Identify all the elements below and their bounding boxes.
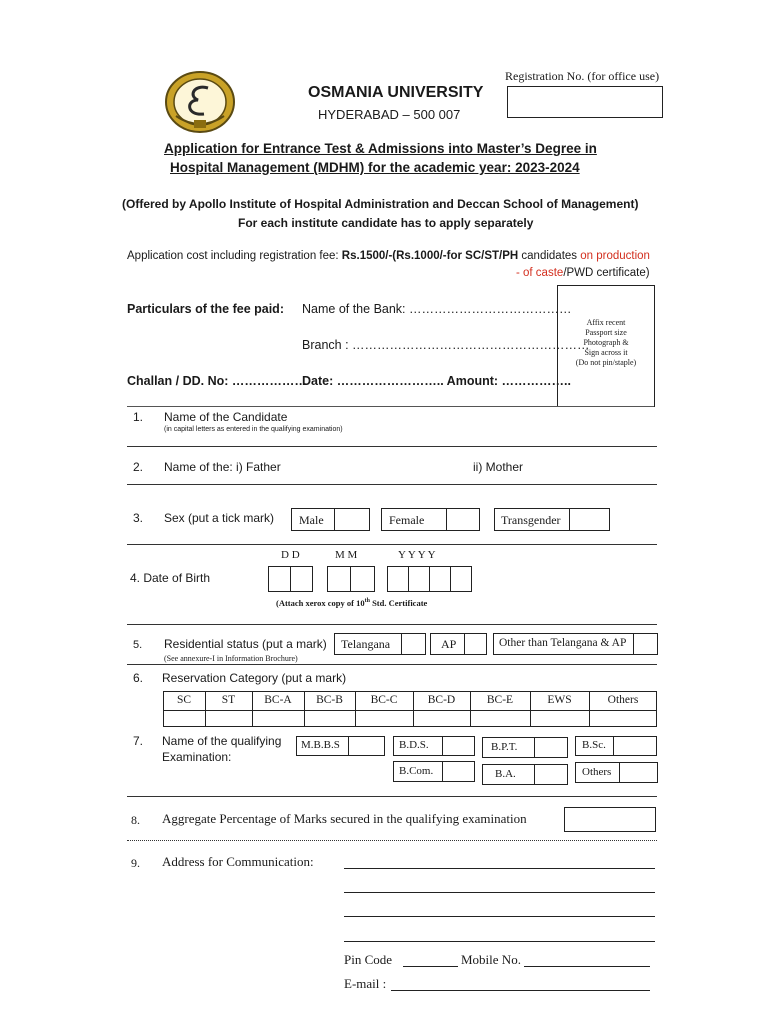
category-divider (413, 691, 414, 727)
reservation-category-checkbox[interactable] (252, 709, 304, 727)
email-label: E-mail : (344, 976, 387, 991)
q5-note: (See annexure-I in Information Brochure) (164, 654, 298, 663)
res-ap-label: AP (441, 637, 457, 651)
reservation-category-bc-a: BC-A (264, 694, 292, 706)
university-emblem (164, 70, 236, 134)
reservation-category-others: Others (607, 694, 639, 706)
photo-line4: Sign across it (584, 348, 628, 357)
residential-option-telangana[interactable] (334, 633, 426, 655)
photo-line5: (Do not pin/staple) (575, 358, 637, 367)
dob-day-1[interactable] (268, 566, 291, 592)
q9-label: Address for Communication: (162, 854, 314, 869)
address-line-2[interactable] (344, 892, 655, 893)
reservation-category-checkbox[interactable] (205, 709, 252, 727)
q7-number: 7. (133, 734, 144, 748)
dob-month-2[interactable] (350, 566, 375, 592)
reservation-category-ews: EWS (547, 694, 572, 706)
cost-fee: Rs.1500/-(Rs.1000/-for SC/ST/PH (341, 250, 519, 262)
q5-label: Residential status (put a mark) (164, 637, 327, 651)
dob-month-1[interactable] (327, 566, 351, 592)
address-line-4[interactable] (344, 941, 655, 942)
reservation-category-checkbox[interactable] (589, 709, 657, 727)
q9-number: 9. (131, 856, 140, 870)
category-divider (205, 691, 206, 727)
sex-transgender-label: Transgender (501, 513, 561, 527)
q7-label-line1: Name of the qualifying (162, 734, 282, 748)
branch-field[interactable]: Branch : ………………………………………………… (302, 338, 590, 352)
q6-number: 6. (133, 671, 144, 685)
category-divider (589, 691, 590, 727)
dob-day-2[interactable] (290, 566, 313, 592)
challan-field[interactable]: Challan / DD. No: ……………… (127, 374, 307, 388)
reservation-category-checkbox[interactable] (355, 709, 413, 727)
dob-note-suffix: Std. Certificate (369, 598, 428, 608)
category-divider (252, 691, 253, 727)
dob-dd-header: D D (281, 549, 300, 561)
cost-red-2: - of caste (516, 267, 564, 279)
form-title-line1: Application for Entrance Test & Admissions into Master’s Degree in (164, 141, 597, 156)
cost-candidates: candidates (521, 250, 578, 262)
cost-red-1: on production (580, 250, 650, 262)
q7-label-line2: Examination: (162, 750, 232, 764)
q3-label: Sex (put a tick mark) (164, 511, 275, 525)
res-other-label: Other than Telangana & AP (499, 637, 627, 649)
divider (127, 406, 654, 407)
reservation-category-bc-e: BC-E (486, 694, 514, 706)
exam-option-bds[interactable] (393, 736, 475, 756)
dob-note (276, 598, 427, 608)
exam-option-bpt[interactable] (482, 737, 568, 758)
reservation-category-sc: SC (176, 694, 192, 706)
q5-line (127, 664, 657, 665)
pin-code-label: Pin Code (344, 952, 393, 967)
reservation-category-bc-c: BC-C (370, 694, 398, 706)
registration-label: Registration No. (for office use) (505, 69, 660, 83)
q3-line (127, 544, 657, 545)
university-name: OSMANIA UNIVERSITY (308, 84, 484, 101)
exam-option-ba[interactable] (482, 764, 568, 785)
q1-number: 1. (133, 410, 144, 424)
pin-code-field[interactable] (403, 966, 458, 967)
res-telangana-label: Telangana (341, 637, 391, 651)
exam-option-others[interactable] (575, 762, 658, 783)
cost-suffix: /PWD certificate) (563, 267, 650, 279)
university-city: HYDERABAD – 500 007 (318, 107, 461, 122)
cost-prefix: Application cost including registration fee: (127, 250, 339, 262)
photo-line1: Affix recent (586, 318, 626, 327)
category-divider (304, 691, 305, 727)
sex-male-label: Male (299, 513, 324, 527)
q1-note: (in capital letters as entered in the qualifying examination) (164, 426, 343, 433)
dob-yyyy-header: Y Y Y Y (398, 549, 436, 561)
address-line-3[interactable] (344, 916, 655, 917)
address-line-1[interactable] (344, 868, 655, 869)
residential-option-other[interactable] (493, 633, 658, 655)
q5-number: 5. (133, 639, 143, 651)
exam-option-mbbs[interactable] (296, 736, 385, 756)
q1-label: Name of the Candidate (164, 410, 288, 424)
photo-line2: Passport size (585, 328, 627, 337)
q7-line (127, 796, 657, 797)
q2-number: 2. (133, 460, 144, 474)
mobile-label: Mobile No. (461, 952, 521, 967)
sex-option-female[interactable] (381, 508, 480, 531)
reservation-category-checkbox[interactable] (470, 709, 530, 727)
category-divider (470, 691, 471, 727)
q3-number: 3. (133, 511, 144, 525)
exam-bpt-label: B.P.T. (491, 741, 518, 753)
dob-note-sup: th (364, 598, 370, 605)
reservation-category-checkbox[interactable] (304, 709, 355, 727)
offered-line1: (Offered by Apollo Institute of Hospital Administration and Deccan School of Management) (122, 197, 639, 211)
mobile-field[interactable] (524, 966, 650, 967)
sex-female-label: Female (389, 513, 425, 527)
q1-line (127, 446, 657, 447)
fee-particulars-label: Particulars of the fee paid: (127, 302, 284, 316)
reservation-category-bc-d: BC-D (427, 694, 456, 706)
registration-number-box[interactable] (507, 86, 663, 118)
sex-option-transgender[interactable] (494, 508, 610, 531)
residential-option-ap[interactable] (430, 633, 487, 655)
form-title-line2: Hospital Management (MDHM) for the academic year: 2023-2024 (170, 160, 580, 175)
application-cost (127, 250, 650, 262)
reservation-category-checkbox[interactable] (530, 709, 589, 727)
photo-box[interactable] (557, 285, 655, 407)
q2-mother-label: ii) Mother (473, 460, 524, 474)
q2-father-label: Name of the: i) Father (164, 460, 281, 474)
date-amount-field[interactable]: Date: …………………….. Amount: …………….. (302, 374, 571, 388)
q6-label: Reservation Category (put a mark) (162, 671, 347, 685)
reservation-category-st: ST (221, 694, 236, 706)
reservation-category-checkbox[interactable] (163, 709, 205, 727)
exam-ba-label: B.A. (495, 768, 516, 780)
reservation-category-checkbox[interactable] (413, 709, 470, 727)
email-field[interactable] (391, 990, 650, 991)
exam-bcom-label: B.Com. (399, 765, 434, 777)
application-cost-line2 (516, 267, 650, 279)
offered-line2: For each institute candidate has to apply separately (238, 216, 534, 230)
dob-note-prefix: (Attach xerox copy of 10 (276, 598, 365, 608)
exam-option-bsc[interactable] (575, 736, 657, 756)
aggregate-percentage-box[interactable] (564, 807, 656, 832)
dob-year-1[interactable] (387, 566, 409, 592)
dob-year-3[interactable] (429, 566, 451, 592)
exam-bds-label: B.D.S. (399, 739, 429, 751)
q2-line (127, 484, 657, 485)
category-divider (530, 691, 531, 727)
dob-label: 4. Date of Birth (130, 571, 211, 585)
category-divider (355, 691, 356, 727)
dob-year-4[interactable] (450, 566, 472, 592)
photo-line3: Photograph & (583, 338, 629, 347)
reservation-category-bc-b: BC-B (316, 694, 343, 706)
exam-option-bcom[interactable] (393, 761, 475, 782)
q8-line (127, 840, 657, 841)
exam-bsc-label: B.Sc. (582, 739, 606, 751)
exam-mbbs-label: M.B.B.S (301, 739, 340, 751)
bank-name-field[interactable]: Name of the Bank: ………………………………… (302, 302, 572, 316)
q4-line (127, 624, 657, 625)
q8-label: Aggregate Percentage of Marks secured in the qualifying examination (162, 811, 527, 826)
dob-mm-header: M M (335, 549, 358, 561)
q8-number: 8. (131, 813, 140, 827)
exam-others-label: Others (582, 766, 612, 778)
sex-option-male[interactable] (291, 508, 370, 531)
dob-year-2[interactable] (408, 566, 430, 592)
